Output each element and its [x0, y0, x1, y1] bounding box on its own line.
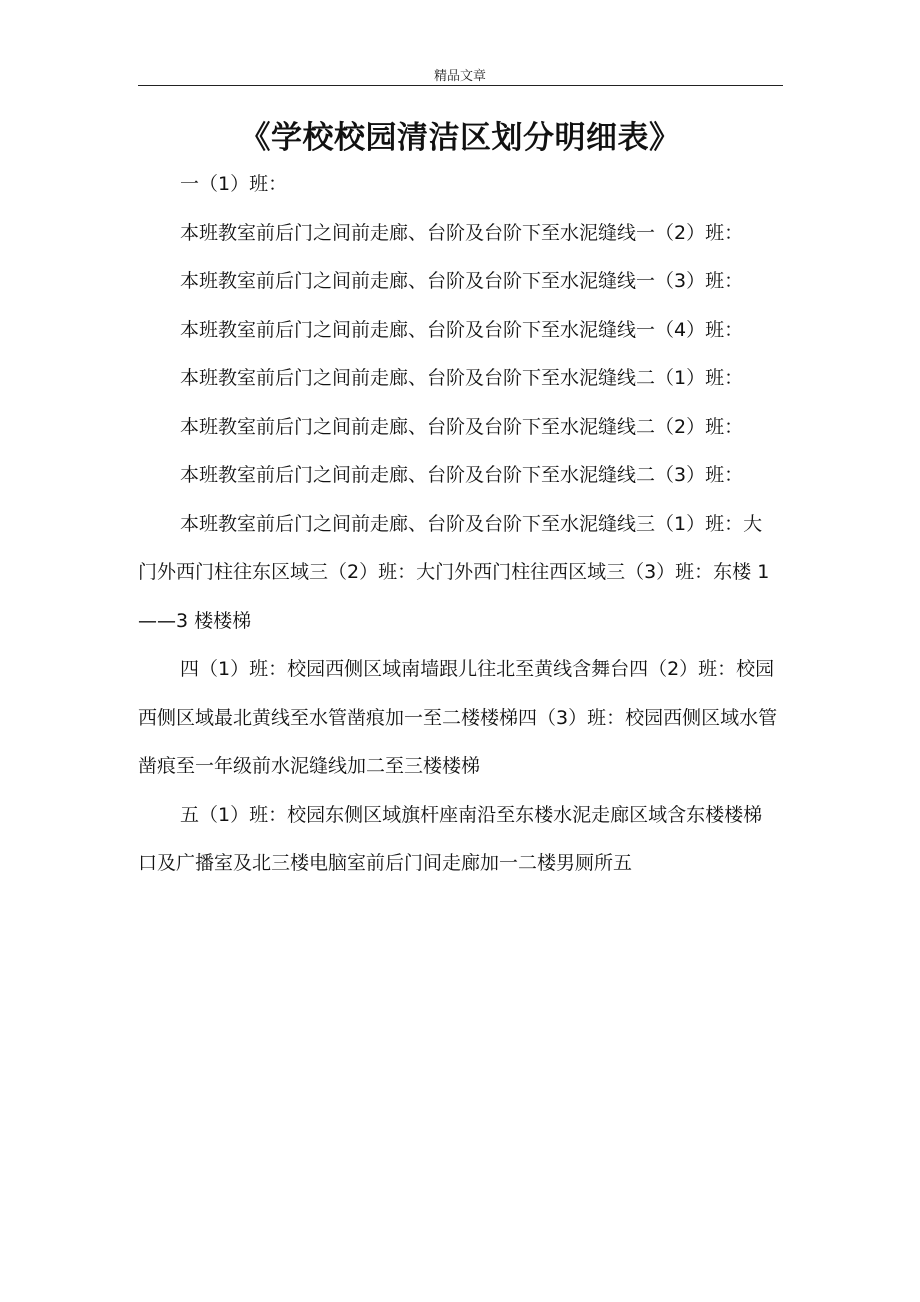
- paragraph: 本班教室前后门之间前走廊、台阶及台阶下至水泥缝线一（4）班：: [180, 318, 744, 341]
- document-body: [138, 160, 778, 888]
- paragraph: 五（1）班：校园东侧区域旗杆座南沿至东楼水泥走廊区域含东楼楼梯口及广播室及北三楼电脑室前后门间走廊加一二楼男厕所五: [138, 803, 763, 874]
- paragraph: 一（1）班：: [180, 173, 288, 195]
- paragraph: 本班教室前后门之间前走廊、台阶及台阶下至水泥缝线二（2）班：: [180, 415, 744, 438]
- header-divider: [138, 85, 783, 86]
- paragraph: 本班教室前后门之间前走廊、台阶及台阶下至水泥缝线二（3）班：: [180, 464, 744, 486]
- paragraph: 本班教室前后门之间前走廊、台阶及台阶下至水泥缝线一（2）班：: [180, 221, 744, 244]
- paragraph: 本班教室前后门之间前走廊、台阶及台阶下至水泥缝线二（1）班：: [180, 367, 744, 389]
- paragraph: 本班教室前后门之间前走廊、台阶及台阶下至水泥缝线三（1）班：大门外西门柱往东区域三（2）班：大门外西门柱往西区域三（3）班：东楼 1——3 楼楼梯: [138, 512, 770, 632]
- paragraph: 本班教室前后门之间前走廊、台阶及台阶下至水泥缝线一（3）班：: [180, 270, 744, 292]
- page-header: 精品文章: [433, 69, 486, 84]
- paragraph: 四（1）班：校园西侧区域南墙跟儿往北至黄线含舞台四（2）班：校园西侧区域最北黄线至水管凿痕加一至二楼楼梯四（3）班：校园西侧区域水管凿痕至一年级前水泥缝线加二至三楼楼梯: [138, 658, 778, 777]
- document-title: 《学校校园清洁区划分明细表》: [239, 120, 681, 156]
